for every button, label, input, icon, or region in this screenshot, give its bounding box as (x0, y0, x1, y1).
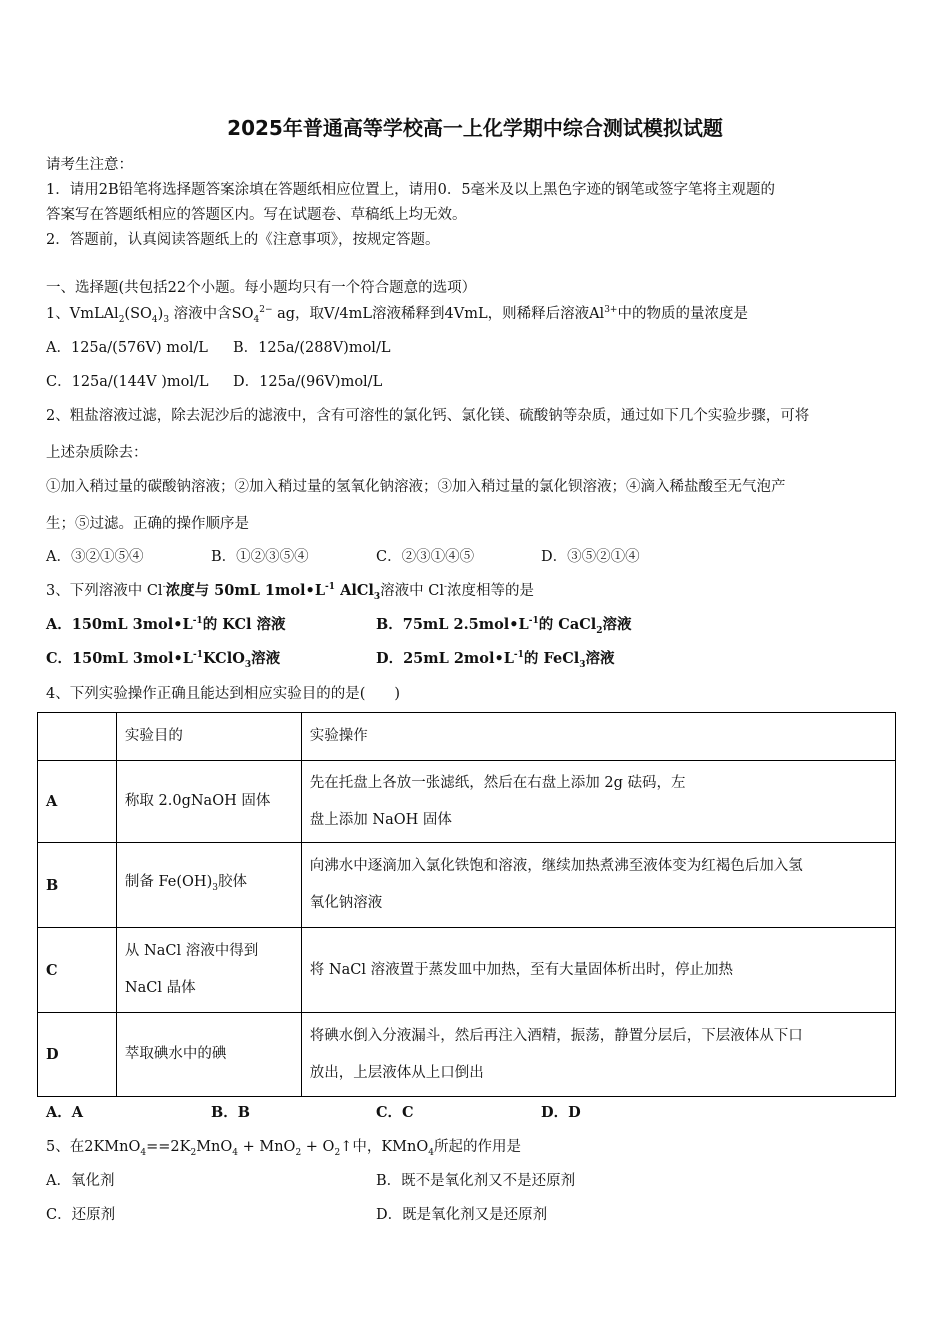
page-title: 2025年普通高等学校高一上化学期中综合测试模拟试题 (227, 116, 723, 140)
notice-item1-line2: 答案写在答题纸相应的答题区内。写在试题卷、草稿纸上均无效。 (46, 207, 467, 223)
question-3-option-a: A．150mL $3mol•L^{-1}$的 KCl 溶液 (46, 616, 286, 633)
question-3-option-d: D．25mL $2mol•L^{-1}$的 FeCl$_3$溶液 (376, 650, 615, 670)
question-1-option-b: B．125a/(288V)mol/L (233, 340, 391, 356)
notice-heading: 请考生注意： (46, 157, 133, 173)
question-1-option-d: D．125a/(96V)mol/L (233, 374, 383, 390)
row-label: C (38, 928, 117, 1013)
experiment-table (37, 712, 896, 1097)
question-5-option-a: A．氧化剂 (46, 1173, 115, 1189)
row-label: B (38, 843, 117, 928)
question-1-option-c: C．125a/(144V )mol/L (46, 374, 209, 390)
question-4-option-b: B．B (211, 1104, 251, 1121)
question-2-option-b: B．①②③⑤④ (211, 549, 309, 565)
row-operation: 先在托盘上各放一张滤纸，然后在右盘上添加 2g 砝码，左 盘上添加 NaOH 固体 (301, 761, 895, 843)
table-row (38, 928, 896, 1013)
question-2-line4: 生；⑤过滤。正确的操作顺序是 (46, 516, 249, 532)
question-1-stem: 1、$VmLAl_2(SO_4)_3$ 溶液中含$SO_4^{2-}$ ag，取V/4mL溶液稀释到4VmL，则稀释后溶液$Al^{3+}$中的物质的量浓度是 (46, 305, 748, 325)
row-purpose: 称取 2.0gNaOH 固体 (116, 761, 301, 843)
question-4-option-c: C．C (376, 1104, 414, 1121)
question-1-option-a: A．125a/(576V) mol/L (46, 340, 208, 356)
table-header-cell: 实验操作 (301, 713, 895, 761)
row-operation: 向沸水中逐滴加入氯化铁饱和溶液，继续加热煮沸至液体变为红褐色后加入氢 氧化钠溶液 (301, 843, 895, 928)
row-purpose: 萃取碘水中的碘 (116, 1013, 301, 1097)
table-header-row (38, 713, 896, 761)
question-2-line3: ①加入稍过量的碳酸钠溶液；②加入稍过量的氢氧化钠溶液；③加入稍过量的氯化钡溶液；④滴入稀盐酸至无气泡产 (46, 479, 786, 495)
table-row (38, 1013, 896, 1097)
question-3-option-b: B．75mL $2.5mol•L^{-1}$的 CaCl$_2$溶液 (376, 616, 632, 636)
question-4-option-a: A．A (46, 1104, 84, 1121)
question-2-option-d: D．③⑤②①④ (541, 549, 640, 565)
question-5-option-b: B．既不是氧化剂又不是还原剂 (376, 1173, 576, 1189)
question-5-option-c: C．还原剂 (46, 1207, 116, 1223)
question-5-option-d: D．既是氧化剂又是还原剂 (376, 1207, 548, 1223)
table-row (38, 761, 896, 843)
question-4-stem: 4、下列实验操作正确且能达到相应实验目的的是( ) (46, 686, 401, 702)
row-operation: 将 NaCl 溶液置于蒸发皿中加热，至有大量固体析出时，停止加热 (301, 928, 895, 1013)
row-purpose: 从 NaCl 溶液中得到 NaCl 晶体 (116, 928, 301, 1013)
question-2-line1: 2、粗盐溶液过滤，除去泥沙后的滤液中，含有可溶性的氯化钙、氯化镁、硫酸钠等杂质，通过如下几个实验步骤，可将 (46, 408, 810, 424)
row-label: A (38, 761, 117, 843)
table-header-cell: 实验目的 (116, 713, 301, 761)
question-2-line2: 上述杂质除去： (46, 445, 148, 461)
question-2-option-c: C．②③①④⑤ (376, 549, 475, 565)
table-header-cell (38, 713, 117, 761)
question-4-option-d: D．D (541, 1104, 581, 1121)
notice-item1-line1: 1．请用2B铅笔将选择题答案涂填在答题纸相应位置上，请用0．5毫米及以上黑色字迹的钢笔或签字笔将主观题的 (46, 182, 776, 198)
table-row (38, 843, 896, 928)
row-operation: 将碘水倒入分液漏斗，然后再注入酒精，振荡，静置分层后，下层液体从下口 放出，上层液体从上口倒出 (301, 1013, 895, 1097)
question-3-option-c: C．150mL $3mol•L^{-1}KClO_3$溶液 (46, 650, 281, 670)
section-heading: 一、选择题(共包括22个小题。每小题均只有一个符合题意的选项） (46, 280, 477, 296)
notice-item2: 2．答题前，认真阅读答题纸上的《注意事项》，按规定答题。 (46, 232, 440, 248)
question-3-stem: 3、下列溶液中 Cl-浓度与 50mL $1mol•L^{-1}$ AlCl$_3$溶液中 Cl-浓度相等的是 (46, 582, 535, 602)
question-2-option-a: A．③②①⑤④ (46, 549, 144, 565)
row-purpose: 制备 $Fe(OH)_3$胶体 (116, 843, 301, 928)
row-label: D (38, 1013, 117, 1097)
question-5-stem: 5、在$2KMnO_4==2K_2MnO_4 + MnO_2$ + $O_2↑$中，KMnO$_4$所起的作用是 (46, 1139, 521, 1158)
